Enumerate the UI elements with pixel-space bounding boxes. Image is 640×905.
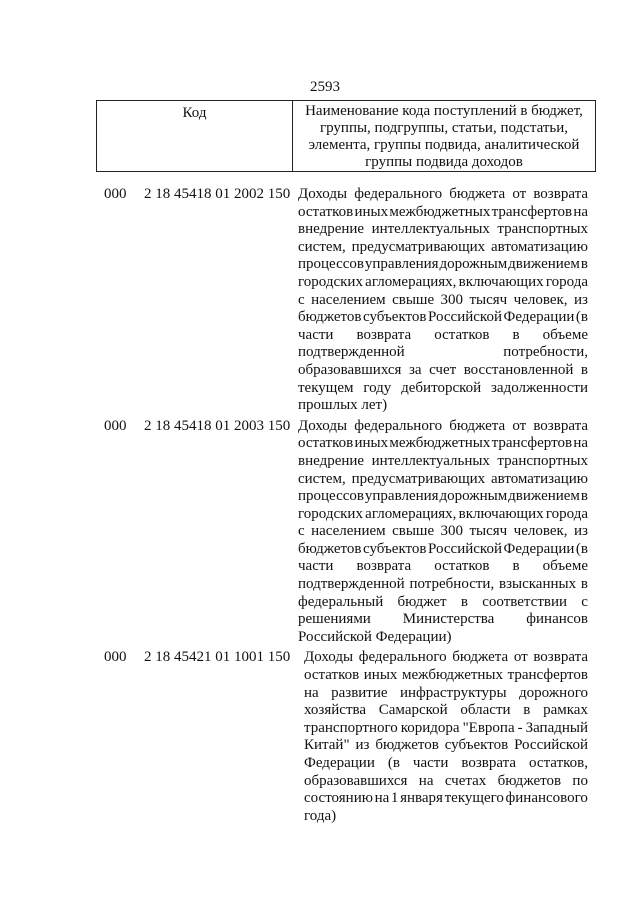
description-line: Российской Федерации) [298, 628, 452, 645]
revenue-code: 2 18 45421 01 1001 150 [144, 649, 291, 666]
table-header [96, 100, 596, 172]
description-line: части возврата остатков в объеме [298, 326, 588, 343]
admin-code: 000 [104, 417, 127, 434]
revenue-description [304, 649, 588, 825]
description-line: процессов управления дорожным движением в [298, 488, 588, 505]
description-line: решениями Министерства финансов [298, 611, 588, 628]
description-line: транспортного коридора "Европа - Западный [304, 719, 588, 736]
description-line: хозяйства Самарской области в рамках [304, 702, 588, 719]
description-line: с населением свыше 300 тысяч человек, из [298, 291, 588, 308]
description-line: подтвержденной потребности, [298, 344, 588, 361]
description-line: подтвержденной потребности, взысканных в [298, 576, 588, 593]
description-line: состоянию на 1 января текущего финансового [304, 790, 588, 807]
description-line: текущем году дебиторской задолженности [298, 379, 588, 396]
page-number: 2593 [310, 79, 340, 95]
description-line: систем, предусматривающих автоматизацию [298, 470, 588, 487]
header-code-column: Код [97, 101, 293, 171]
description-line: бюджетов субъектов Российской Федерации (в [298, 540, 588, 557]
description-line: Доходы федерального бюджета от возврата [304, 649, 588, 666]
header-name-line: группы, подгруппы, статьи, подстатьи, [319, 120, 569, 136]
description-line: городских агломерациях, включающих города [298, 273, 588, 290]
description-line: образовавшихся на счетах бюджетов по [304, 772, 588, 789]
table-body [0, 186, 640, 825]
table-row [0, 186, 640, 415]
description-line: образовавшихся за счет восстановленной в [298, 361, 588, 378]
description-line: систем, предусматривающих автоматизацию [298, 238, 588, 255]
description-line: федеральный бюджет в соответствии с [298, 593, 588, 610]
revenue-description [298, 186, 588, 415]
table-row [0, 649, 640, 825]
admin-code: 000 [104, 649, 127, 666]
table-row [0, 418, 640, 647]
description-line: года) [304, 807, 337, 824]
description-line: остатков иных межбюджетных трансфертов [304, 667, 588, 684]
description-line: Китай" из бюджетов субъектов Российской [304, 737, 588, 754]
description-line: части возврата остатков в объеме [298, 558, 588, 575]
revenue-description [298, 418, 588, 647]
header-name-line: Наименование кода поступлений в бюджет, [305, 103, 583, 119]
description-line: бюджетов субъектов Российской Федерации (в [298, 309, 588, 326]
description-line: остатков иных межбюджетных трансфертов на [298, 203, 588, 220]
description-line: внедрение интеллектуальных транспортных [298, 452, 588, 469]
description-line: городских агломерациях, включающих города [298, 505, 588, 522]
description-line: Федерации (в части возврата остатков, [304, 755, 588, 771]
description-line: на развитие инфраструктуры дорожного [304, 684, 588, 701]
description-line: с населением свыше 300 тысяч человек, из [298, 523, 588, 540]
description-line: прошлых лет) [298, 397, 388, 414]
description-line: Доходы федерального бюджета от возврата [298, 417, 588, 434]
admin-code: 000 [104, 186, 127, 202]
description-line: внедрение интеллектуальных транспортных [298, 221, 588, 238]
header-name-line: группы подвида доходов [365, 154, 523, 170]
description-line: процессов управления дорожным движением в [298, 256, 588, 273]
revenue-code: 2 18 45418 01 2003 150 [144, 417, 291, 434]
header-name-line: элемента, группы подвида, аналитической [308, 137, 580, 153]
header-name-column [293, 101, 595, 171]
description-line: остатков иных межбюджетных трансфертов на [298, 435, 588, 452]
description-line: Доходы федерального бюджета от возврата [298, 186, 588, 202]
revenue-code: 2 18 45418 01 2002 150 [144, 186, 291, 202]
